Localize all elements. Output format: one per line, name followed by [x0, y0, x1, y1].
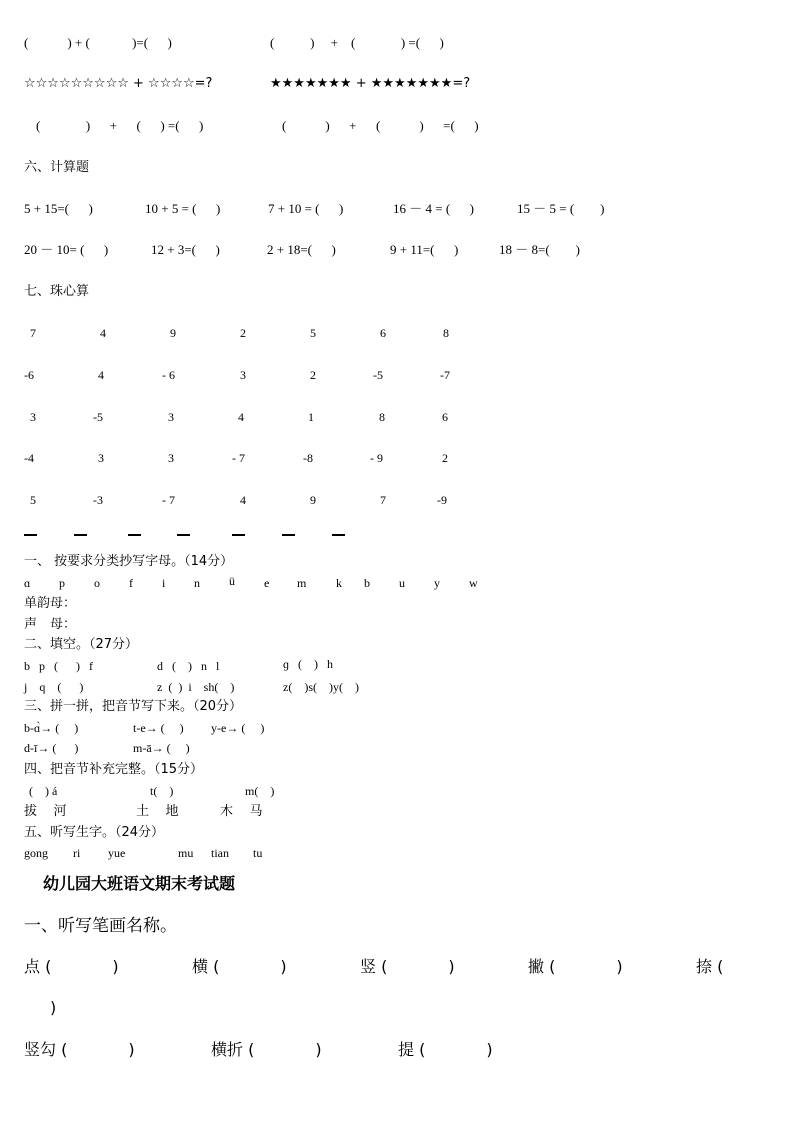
- calc-2-4: 9 + 11=( ): [390, 242, 459, 257]
- letter: m: [297, 576, 307, 590]
- syllable-blank: ( ) á: [29, 784, 58, 798]
- abacus-cell: 9: [310, 493, 316, 507]
- stroke-horizontal-turn: 横折 ( ): [211, 1040, 322, 1059]
- answer-dash: [332, 534, 345, 536]
- spell-item: t-e→ ( ): [133, 721, 184, 735]
- answer-dash: [177, 534, 190, 536]
- abacus-cell: 6: [442, 410, 448, 424]
- abacus-cell: 5: [30, 493, 36, 507]
- abacus-cell: 3: [240, 368, 246, 382]
- abacus-cell: 4: [240, 493, 246, 507]
- abacus-cell: 3: [30, 410, 36, 424]
- abacus-cell: 1: [308, 410, 314, 424]
- dictation-word: ri: [73, 846, 81, 860]
- stroke-dot: 点 ( ): [24, 957, 119, 976]
- vowel-label: 单韵母：: [24, 596, 77, 611]
- abacus-cell: -6: [24, 368, 34, 382]
- calc-2-5: 18 － 8=( ): [499, 242, 580, 257]
- blank-row-1-left: ( ) + ( )=( ): [24, 35, 172, 50]
- abacus-cell: 5: [310, 326, 316, 340]
- section-7-title: 七、珠心算: [24, 284, 90, 299]
- abacus-cell: -5: [373, 368, 383, 382]
- abacus-cell: 2: [310, 368, 316, 382]
- abacus-cell: 3: [98, 451, 104, 465]
- pinyin-q4-title: 四、把音节补充完整。（15分）: [24, 762, 204, 777]
- abacus-cell: 2: [442, 451, 448, 465]
- fill-blank: z( )s( )y( ): [283, 680, 359, 694]
- letter: p: [59, 576, 65, 590]
- letter: u: [399, 576, 405, 590]
- calc-1-2: 10 + 5 = ( ): [145, 201, 221, 216]
- pinyin-q5-title: 五、听写生字。（24分）: [24, 825, 165, 840]
- answer-dash: [128, 534, 141, 536]
- abacus-cell: -8: [303, 451, 313, 465]
- stroke-right-falling: 捺 (: [696, 957, 724, 976]
- stroke-vertical: 竖 ( ): [360, 957, 455, 976]
- answer-dash: [74, 534, 87, 536]
- word: 土 地: [136, 804, 179, 819]
- blank-row-2-right: ( ) + ( ) =( ): [282, 118, 479, 133]
- answer-dash: [232, 534, 245, 536]
- letter: o: [94, 576, 100, 590]
- calc-1-4: 16 － 4 = ( ): [393, 201, 474, 216]
- fill-blank: j q ( ): [24, 680, 84, 694]
- dictation-word: tu: [253, 846, 263, 860]
- fill-blank: z ( ) i sh( ): [157, 680, 235, 694]
- abacus-cell: 9: [170, 326, 176, 340]
- abacus-cell: -9: [437, 493, 447, 507]
- spell-item: y-e→ ( ): [211, 721, 265, 735]
- abacus-cell: - 7: [232, 451, 245, 465]
- letter: y: [434, 576, 440, 590]
- letter: ɑ: [24, 576, 31, 590]
- answer-dash: [282, 534, 295, 536]
- abacus-cell: 8: [379, 410, 385, 424]
- letter: k: [336, 576, 342, 590]
- dictation-word: gong: [24, 846, 48, 860]
- calc-1-5: 15 － 5 = ( ): [517, 201, 605, 216]
- abacus-cell: -3: [93, 493, 103, 507]
- spell-item: d-ī→ ( ): [24, 741, 79, 755]
- fill-blank: d ( ) n l: [157, 659, 220, 673]
- abacus-cell: -7: [440, 368, 450, 382]
- letter: e: [264, 576, 270, 590]
- letter: ü: [229, 574, 235, 588]
- exam-q1-title: 一、听写笔画名称。: [24, 916, 177, 936]
- letter: b: [364, 576, 370, 590]
- dictation-word: tian: [211, 846, 229, 860]
- syllable-blank: t( ): [150, 784, 174, 798]
- stroke-horizontal: 横 ( ): [192, 957, 287, 976]
- exam-title: 幼儿园大班语文期末考试题: [43, 874, 236, 893]
- abacus-cell: 3: [168, 451, 174, 465]
- abacus-cell: 4: [100, 326, 106, 340]
- fill-blank: b p ( ) f: [24, 659, 93, 673]
- letter: f: [129, 576, 133, 590]
- abacus-cell: -5: [93, 410, 103, 424]
- pinyin-q3-title: 三、拼一拼，把音节写下来。（20分）: [24, 699, 243, 714]
- letter: i: [162, 576, 166, 590]
- blank-row-2-left: ( ) + ( ) =( ): [36, 118, 204, 133]
- stroke-right-falling-close: ): [50, 998, 57, 1017]
- abacus-cell: - 6: [162, 368, 175, 382]
- section-6-title: 六、计算题: [24, 160, 90, 175]
- abacus-cell: 7: [30, 326, 36, 340]
- stroke-vertical-hook: 竖勾 ( ): [24, 1040, 135, 1059]
- dictation-word: mu: [178, 846, 194, 860]
- abacus-cell: 2: [240, 326, 246, 340]
- spell-item: b-ɑ̀→ ( ): [24, 721, 79, 735]
- stroke-left-falling: 撇 ( ): [528, 957, 623, 976]
- abacus-cell: 4: [238, 410, 244, 424]
- calc-1-1: 5 + 15=( ): [24, 201, 93, 216]
- calc-2-3: 2 + 18=( ): [267, 242, 336, 257]
- fill-blank: ɡ ( ) h: [283, 657, 333, 671]
- pinyin-q2-title: 二、填空。（27分）: [24, 637, 139, 652]
- abacus-cell: - 9: [370, 451, 383, 465]
- black-stars-equation: ★★★★★★★ + ★★★★★★★=?: [270, 76, 471, 91]
- abacus-cell: - 7: [162, 493, 175, 507]
- letter: n: [194, 576, 200, 590]
- blank-row-1-right: ( ) + ( ) =( ): [270, 35, 444, 50]
- word: 木 马: [220, 804, 263, 819]
- pinyin-q1-title: 一、 按要求分类抄写字母。（14分）: [24, 554, 234, 569]
- abacus-cell: 8: [443, 326, 449, 340]
- white-stars-equation: ☆☆☆☆☆☆☆☆☆ + ☆☆☆☆=?: [24, 76, 213, 91]
- abacus-cell: -4: [24, 451, 34, 465]
- abacus-cell: 6: [380, 326, 386, 340]
- spell-item: m-ā→ ( ): [133, 741, 190, 755]
- calc-2-2: 12 + 3=( ): [151, 242, 220, 257]
- calc-2-1: 20 － 10= ( ): [24, 242, 109, 257]
- abacus-cell: 7: [380, 493, 386, 507]
- consonant-label: 声 母：: [24, 617, 77, 632]
- answer-dash: [24, 534, 37, 536]
- letter: w: [469, 576, 478, 590]
- dictation-word: yue: [108, 846, 126, 860]
- calc-1-3: 7 + 10 = ( ): [268, 201, 344, 216]
- abacus-cell: 4: [98, 368, 104, 382]
- stroke-rising: 提 ( ): [398, 1040, 493, 1059]
- word: 拔 河: [24, 804, 67, 819]
- syllable-blank: m( ): [245, 784, 275, 798]
- abacus-cell: 3: [168, 410, 174, 424]
